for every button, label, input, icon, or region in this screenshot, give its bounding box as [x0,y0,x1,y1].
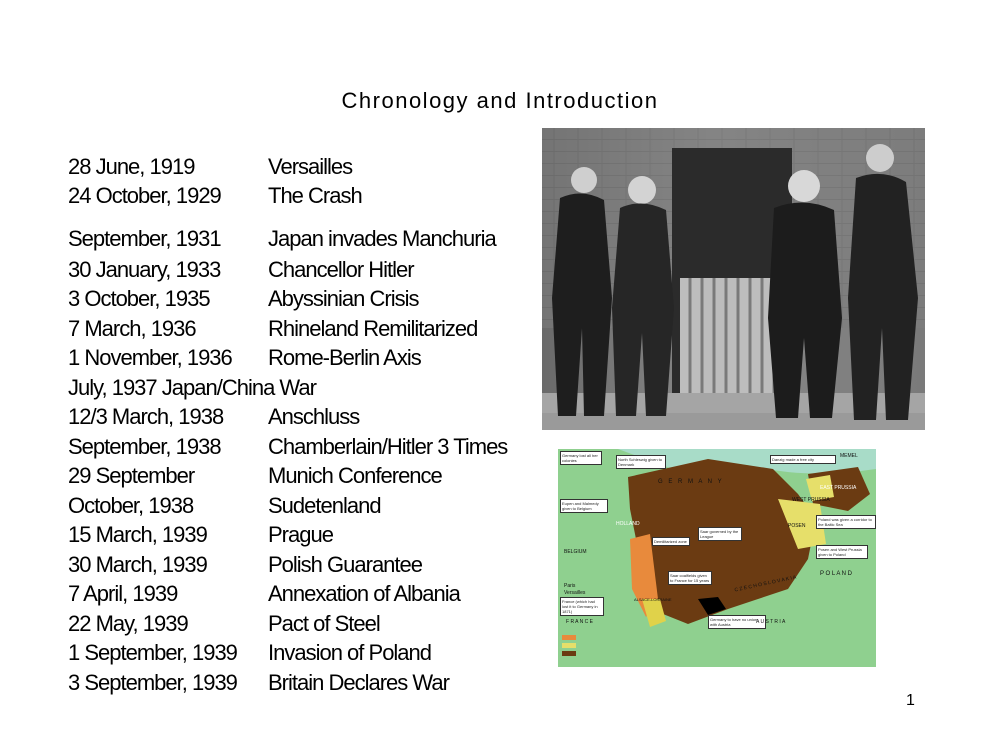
chronology-date: 24 October, 1929 [68,183,221,208]
chronology-date: September, 1938 [68,434,221,459]
map-annotation: Saar coalfields given to France for 15 years [668,571,712,585]
versailles-photo [542,128,925,430]
chronology-date: 28 June, 1919 [68,154,195,179]
map-label-germany: G E R M A N Y [658,479,724,485]
map-label-versailles: Versailles [564,590,586,596]
chronology-date: September, 1931 [68,226,221,251]
chronology-date: 30 January, 1933 [68,257,221,282]
chronology-date: 7 March, 1936 [68,316,196,341]
chronology-date: 3 September, 1939 [68,670,237,695]
chronology-date: 29 September [68,463,195,488]
chronology-event: Anschluss [268,404,360,429]
map-label-france: F R A N C E [566,619,593,625]
chronology-event: Invasion of Poland [268,640,432,665]
map-label-belgium: BELGIUM [564,549,587,555]
page-title: Chronology and Introduction [341,88,659,113]
map-annotation: Germany to have no union with Austria [708,615,766,629]
map-annotation: Germany lost all her colonies [560,451,602,465]
chronology-date: 1 September, 1939 [68,640,237,665]
map-annotation: Posen and West Prussia given to Poland [816,545,868,559]
map-annotation: Eupen and Malmedy given to Belgium [560,499,608,513]
chronology-row [68,375,316,401]
map-label-paris: Paris [564,583,576,589]
chronology-event: Annexation of Albania [268,581,460,606]
map-annotation: Poland was given a corridor to the Baltic Sea [816,515,876,529]
chronology-event: Sudetenland [268,493,381,518]
chronology-date: 22 May, 1939 [68,611,188,636]
chronology-event: Polish Guarantee [268,552,422,577]
chronology-event: Versailles [268,154,353,179]
chronology-event: Rome-Berlin Axis [268,345,421,370]
chronology-date: 1 November, 1936 [68,345,232,370]
versailles-map [558,449,876,667]
chronology-date: 7 April, 1939 [68,581,178,606]
chronology-event: Japan invades Manchuria [268,226,496,251]
map-annotation: Danzig made a free city [770,455,836,464]
page-number: 1 [906,692,915,709]
map-label-alsace-lorraine: ALSACE-LORRAINE [634,597,672,602]
chronology-date: July, 1937 Japan/China War [68,375,316,400]
map-label-holland: HOLLAND [616,521,640,527]
map-label-posen: POSEN [788,523,806,529]
map-label-east-prussia: EAST PRUSSIA [820,485,857,491]
chronology-event: Britain Declares War [268,670,449,695]
chronology-event: Munich Conference [268,463,442,488]
chronology-date: 30 March, 1939 [68,552,207,577]
chronology-date: 3 October, 1935 [68,286,210,311]
chronology-date: 12/3 March, 1938 [68,404,224,429]
map-annotation: North Schleswig given to Denmark [616,455,666,469]
chronology-event: Prague [268,522,333,547]
map-label-czechoslovakia: C Z E C H O S L O V A K I A [734,574,797,594]
chronology-event: Chancellor Hitler [268,257,414,282]
chronology-event: Rhineland Remilitarized [268,316,478,341]
chronology-event: Abyssinian Crisis [268,286,419,311]
map-label-austria: A U S T R I A [756,619,786,625]
map-label-west-prussia: WEST PRUSSIA [792,497,830,503]
chronology-date: October, 1938 [68,493,194,518]
map-label-poland: P O L A N D [820,571,853,577]
chronology-event: Chamberlain/Hitler 3 Times [268,434,508,459]
map-label-memel: MEMEL [840,453,858,459]
map-annotation: Demilitarized zone [652,537,690,546]
chronology-event: The Crash [268,183,362,208]
map-annotation: France (which had lost it to Germany in 1871) [560,597,604,616]
chronology-event: Pact of Steel [268,611,380,636]
chronology-date: 15 March, 1939 [68,522,207,547]
map-annotation: Saar governed by the League [698,527,742,541]
